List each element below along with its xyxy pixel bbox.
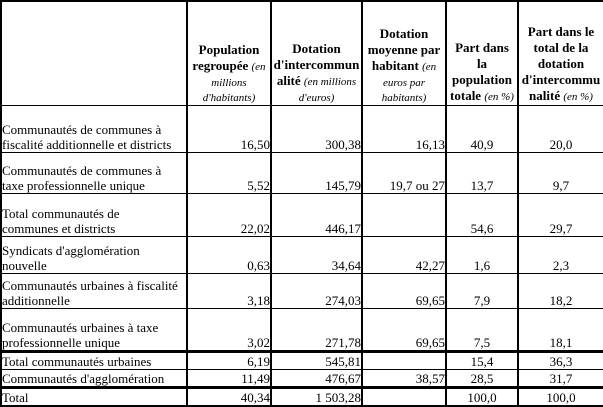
cell-part-population: 54,6 — [446, 193, 518, 236]
row-label-line: Total communautés urbaines — [2, 353, 152, 369]
cell-part-dotation: 36,3 — [518, 351, 603, 369]
header-unit-text: millions — [211, 76, 247, 89]
header-line — [519, 56, 603, 72]
table-row — [1, 236, 603, 273]
cell-dotation: 274,03 — [271, 273, 362, 308]
row-label-line: communes et districts — [2, 220, 116, 236]
header-unit-text: (en %) — [484, 90, 514, 103]
cell-part-dotation: 100,0 — [518, 387, 603, 406]
table-row — [1, 105, 603, 152]
cell-population: 11,49 — [187, 369, 271, 387]
cell-population: 16,50 — [187, 105, 271, 152]
cell-dotation: 300,38 — [271, 105, 362, 152]
header-line — [519, 24, 603, 40]
header-cell-dotation-moyenne-par-habitant — [362, 1, 446, 105]
cell-part-dotation: 20,0 — [518, 105, 603, 152]
header-title-text: moyenne par — [367, 41, 441, 57]
header-cell-population-regroupee — [187, 1, 271, 105]
table-row — [1, 387, 603, 406]
header-unit-text: habitants) — [381, 91, 427, 104]
header-unit-text: d'euros) — [298, 91, 335, 104]
table-row — [1, 308, 603, 351]
header-cell-part-population-totale — [446, 1, 518, 105]
header-title-text: la — [476, 55, 488, 71]
cell-population: 22,02 — [187, 193, 271, 236]
cell-part-population: 1,6 — [446, 236, 518, 273]
cell-part-dotation: 18,2 — [518, 273, 603, 308]
row-label-line: Communautés de communes à — [2, 162, 162, 178]
row-label — [1, 369, 187, 387]
row-label — [1, 387, 187, 406]
header-title-text: total de la — [533, 39, 589, 55]
cell-population: 6,19 — [187, 351, 271, 369]
header-line — [363, 75, 445, 90]
header-line — [447, 40, 517, 56]
cell-part-dotation: 18,1 — [518, 308, 603, 351]
row-label-line: Syndicats d'agglomération — [2, 242, 140, 258]
header-unit-text: (en %) — [563, 90, 593, 103]
header-line — [188, 75, 270, 90]
cell-dotation-moyenne — [362, 387, 446, 406]
cell-dotation-moyenne: 16,13 — [362, 105, 446, 152]
row-label-line: additionnelle — [2, 292, 70, 308]
row-label-line: Total communautés de — [2, 205, 120, 221]
header-line — [272, 73, 361, 90]
cell-dotation: 545,81 — [271, 351, 362, 369]
cell-population: 3,18 — [187, 273, 271, 308]
header-line — [519, 88, 603, 105]
header-cell-row-header-empty — [1, 1, 187, 105]
row-label-line: Communautés urbaines à taxe — [2, 319, 159, 335]
row-label-line: Communautés urbaines à fiscalité — [2, 277, 178, 293]
header-line — [188, 58, 270, 75]
header-unit-text: (en millions — [303, 75, 357, 88]
header-cell-dotation-intercommunalite — [271, 1, 362, 105]
cell-part-dotation: 31,7 — [518, 369, 603, 387]
table-row — [1, 152, 603, 193]
header-line — [188, 42, 270, 58]
row-label-line: taxe professionnelle unique — [2, 177, 145, 193]
row-label-line: professionnelle unique — [2, 334, 121, 350]
cell-dotation-moyenne: 69,65 — [362, 308, 446, 351]
cell-part-population: 40,9 — [446, 105, 518, 152]
header-title-text: Population — [198, 41, 260, 57]
cell-dotation-moyenne: 42,27 — [362, 236, 446, 273]
row-label — [1, 105, 187, 152]
row-label-line: Communautés de communes à — [2, 121, 162, 137]
cell-part-population: 100,0 — [446, 387, 518, 406]
cell-part-population: 7,5 — [446, 308, 518, 351]
cell-part-population: 7,9 — [446, 273, 518, 308]
header-line — [519, 72, 603, 88]
header-title-text: habitant — [371, 57, 423, 73]
header-unit-text: d'habitants) — [202, 91, 256, 104]
header-title-text: Dotation — [379, 25, 429, 41]
cell-dotation-moyenne — [362, 351, 446, 369]
row-label-line: nouvelle — [2, 257, 47, 273]
header-line — [447, 72, 517, 88]
header-title-text: alité — [276, 72, 304, 88]
cell-part-dotation: 9,7 — [518, 152, 603, 193]
header-title-text: totale — [450, 87, 485, 103]
cell-part-dotation: 29,7 — [518, 193, 603, 236]
header-title-text: Part dans — [455, 39, 509, 55]
header-unit-text: (en — [422, 60, 437, 73]
cell-part-population: 13,7 — [446, 152, 518, 193]
row-label-line: Total — [2, 390, 29, 405]
cell-population: 3,02 — [187, 308, 271, 351]
cell-population: 0,63 — [187, 236, 271, 273]
header-title-text: population — [452, 71, 512, 87]
cell-dotation: 34,64 — [271, 236, 362, 273]
row-label — [1, 308, 187, 351]
cell-dotation-moyenne: 38,57 — [362, 369, 446, 387]
row-label-line: fiscalité additionnelle et districts — [2, 136, 172, 152]
cell-dotation: 145,79 — [271, 152, 362, 193]
header-line — [272, 90, 361, 105]
cell-dotation: 271,78 — [271, 308, 362, 351]
header-title-text: regroupée — [192, 57, 252, 73]
cell-part-dotation: 2,3 — [518, 236, 603, 273]
header-title-text: d'intercommu — [521, 71, 601, 87]
cell-dotation: 1 503,28 — [271, 387, 362, 406]
cell-population: 5,52 — [187, 152, 271, 193]
row-label — [1, 351, 187, 369]
header-line — [519, 40, 603, 56]
header-unit-text: (en — [251, 60, 266, 73]
row-label — [1, 236, 187, 273]
cell-part-population: 15,4 — [446, 351, 518, 369]
header-line — [363, 26, 445, 42]
row-label-line: Communautés d'agglomération — [2, 370, 165, 386]
row-label — [1, 273, 187, 308]
header-unit-text: euros par — [382, 76, 426, 89]
table-row — [1, 273, 603, 308]
header-line — [363, 90, 445, 105]
header-line — [272, 57, 361, 73]
header-line — [363, 42, 445, 58]
row-label — [1, 193, 187, 236]
header-line — [363, 58, 445, 75]
header-line — [447, 56, 517, 72]
row-label — [1, 152, 187, 193]
table-row — [1, 193, 603, 236]
table-header-row — [1, 1, 603, 105]
header-title-text: d'intercommun — [273, 56, 360, 72]
header-line — [447, 88, 517, 105]
cell-dotation-moyenne — [362, 193, 446, 236]
cell-dotation: 446,17 — [271, 193, 362, 236]
cell-dotation-moyenne: 69,65 — [362, 273, 446, 308]
header-title-text: Part dans le — [527, 23, 595, 39]
header-title-text: dotation — [537, 55, 585, 71]
header-cell-part-dotation-intercommunalite — [518, 1, 603, 105]
header-line — [188, 90, 270, 105]
header-title-text: Dotation — [292, 40, 341, 56]
table-row — [1, 369, 603, 387]
cell-population: 40,34 — [187, 387, 271, 406]
table-row — [1, 351, 603, 369]
cell-dotation: 476,67 — [271, 369, 362, 387]
header-title-text: nalité — [529, 87, 564, 103]
cell-dotation-moyenne: 19,7 ou 27 — [362, 152, 446, 193]
header-line — [272, 41, 361, 57]
cell-part-population: 28,5 — [446, 369, 518, 387]
